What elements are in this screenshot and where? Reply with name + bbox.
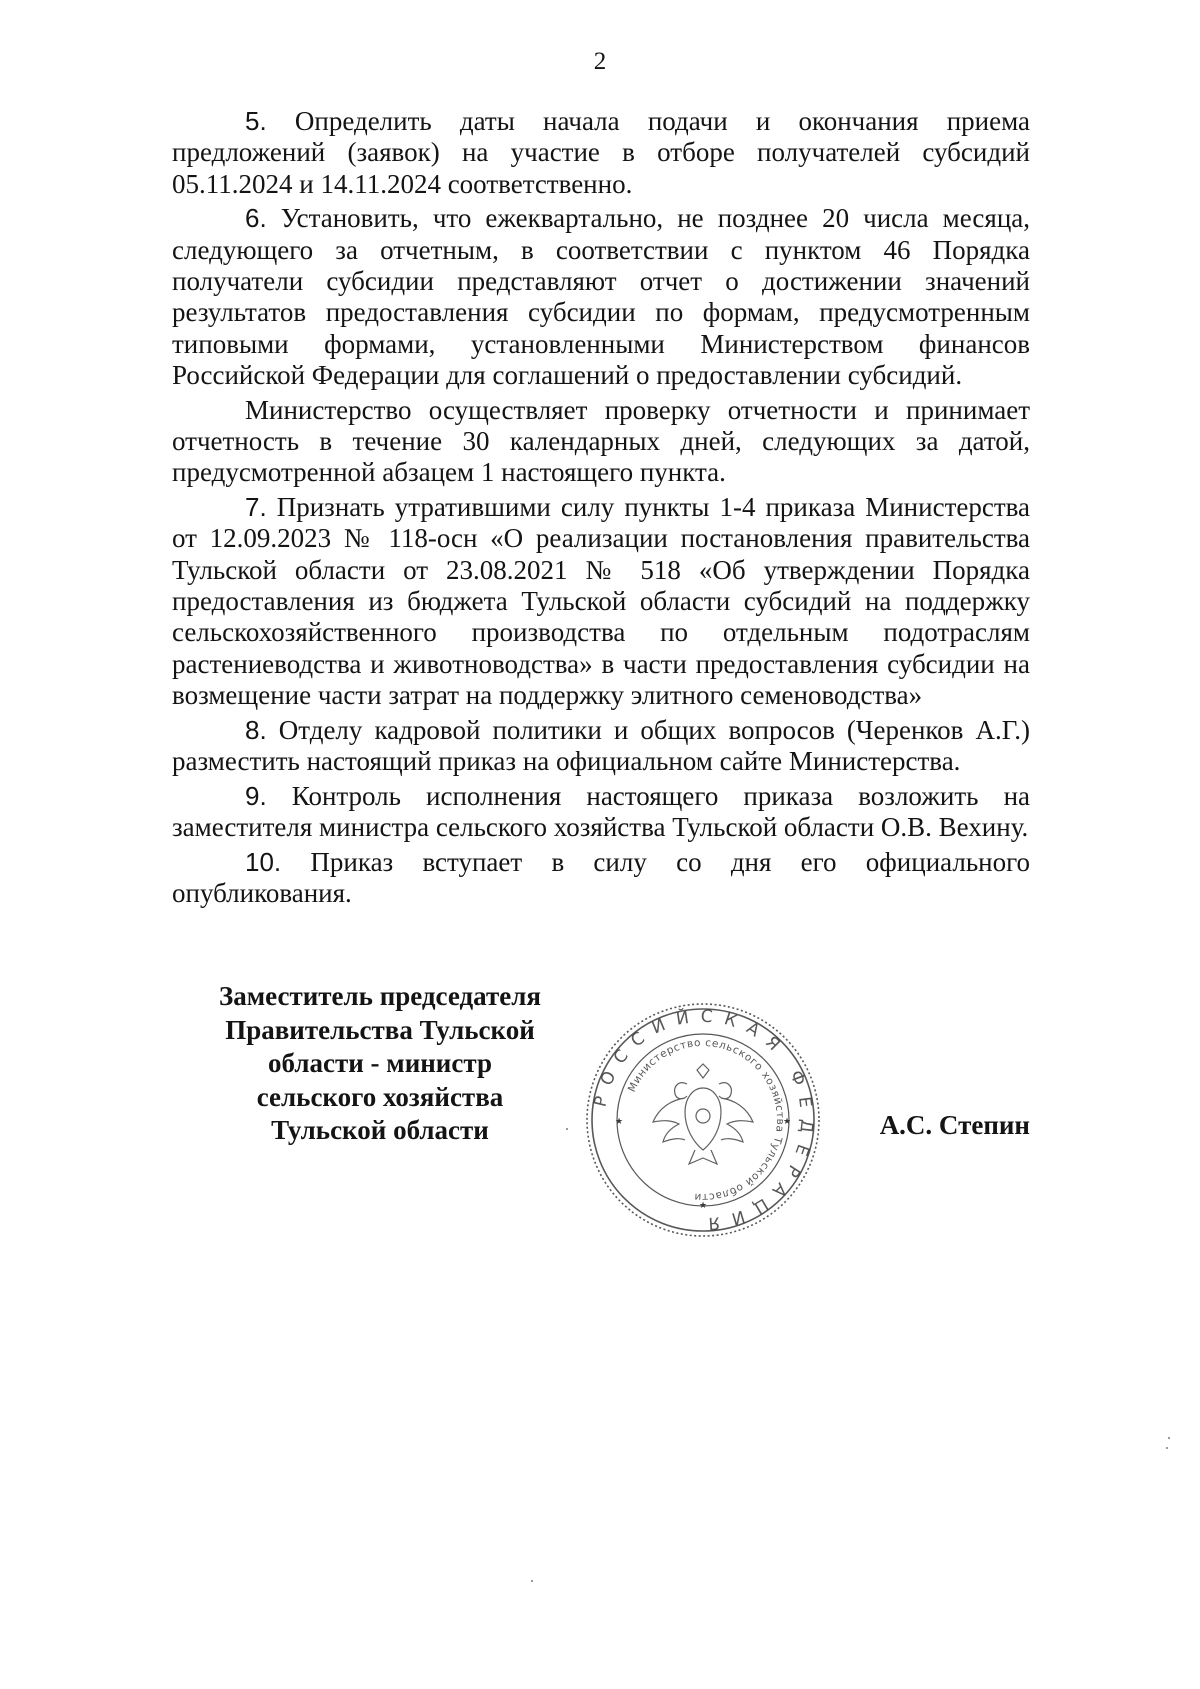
scan-speck (566, 1128, 568, 1130)
signatory-position-line: Правительства Тульской (225, 1014, 535, 1045)
paragraph-text: Министерство осуществляет проверку отчетности и принимает отчетность в течение 30 календарных дней, следующих за датой, предусмотренной абзацем 1 настоящего пункта. (172, 394, 1030, 488)
paragraph-text: Признать утратившими силу пункты 1-4 приказа Министерства от 12.09.2023 № 118-осн «О реализации постановления правительства Тульской области от 23.08.2021 № 518 «Об утверждении Порядка предоставления из бюджета Тульской области субсидий на поддержку сельскохозяйственного производства по отдельным подотраслям растениеводства и животноводства» в части предоставления субсидии на возмещение части затрат на поддержку элитного семеноводства» (172, 492, 1031, 710)
page-number: 2 (593, 48, 607, 75)
paragraph-text: Установить, что ежеквартально, не позднее 20 числа месяца, следующего за отчетным, в соответствии с пунктом 46 Порядка получатели субсидии представляют отчет о достижении значений результатов предоставления субсидии по формам, предусмотренным типовыми формами, установленными Министерством финансов Российской Федерации для соглашений о предоставлении субсидий. (172, 203, 1030, 390)
paragraph-item-8 (172, 715, 1030, 778)
item-number: 9. (245, 780, 267, 811)
star-icon: ★ (698, 1201, 708, 1211)
official-seal-stamp (583, 1000, 823, 1240)
item-number: 7. (245, 492, 267, 523)
item-number: 10. (245, 846, 282, 877)
paragraph-text: Отделу кадровой политики и общих вопросов (Черенков А.Г.) разместить настоящий приказ на официальном сайте Министерства. (172, 714, 1031, 776)
paragraph-item-6-continuation (172, 395, 1030, 489)
paragraph-item-9 (172, 781, 1030, 844)
paragraph-text: Определить даты начала подачи и окончания приема предложений (заявок) на участие в отборе получателей субсидий 05.11.2024 и 14.11.2024 соответственно. (172, 106, 1030, 199)
paragraph-text: Контроль исполнения настоящего приказа возложить на заместителя министра сельского хозяйства Тульской области О.В. Вехину. (172, 780, 1030, 843)
scan-speck (531, 1580, 533, 1582)
order-body (172, 106, 1030, 913)
signatory-position-line: сельского хозяйства (256, 1081, 504, 1112)
paragraph-item-7 (172, 492, 1030, 711)
svg-text:Министерство сельского хозяйст (626, 1037, 786, 1203)
star-icon: ★ (614, 1117, 624, 1127)
stamp-outer-text: РОССИЙСКАЯ ФЕДЕРАЦИЯ (590, 1006, 817, 1234)
item-number: 5. (245, 106, 267, 136)
signatory-position (200, 980, 560, 1148)
scan-speck (1168, 1437, 1170, 1439)
paragraph-item-10 (172, 847, 1030, 910)
item-number: 6. (245, 203, 267, 234)
paragraph-item-6 (172, 203, 1030, 391)
signatory-position-line: Тульской области (271, 1115, 489, 1145)
star-icon: ★ (782, 1117, 792, 1127)
item-number: 8. (245, 714, 267, 745)
paragraph-item-5 (172, 106, 1030, 200)
signatory-position-line: области - министр (268, 1048, 492, 1078)
signatory-position-line: Заместитель председателя (219, 981, 541, 1011)
paragraph-text: Приказ вступает в силу со дня его официального опубликования. (172, 846, 1031, 909)
signatory-name: А.С. Степин (879, 1110, 1030, 1140)
stamp-inner-text: Министерство сельского хозяйства Тульской области (625, 1036, 787, 1204)
scan-speck (1166, 1447, 1168, 1449)
double-headed-eagle-icon (653, 1064, 753, 1164)
